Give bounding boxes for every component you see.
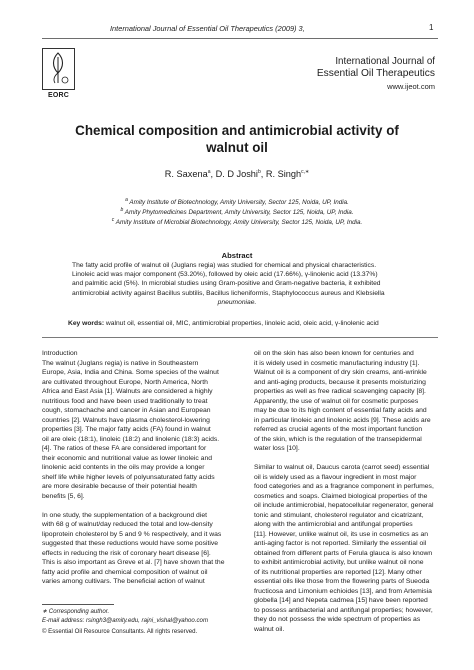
body-text-line: globella [14] and Nepeta cadmea [15] have been reported [254, 597, 428, 604]
body-text-line: In one study, the supplementation of a background diet [42, 511, 208, 519]
body-text-line: with 68 g of walnut/day reduced the total and low-density [42, 521, 213, 528]
body-text-line: anti-aging factor is not reported. Similarly the essential oil [254, 540, 427, 547]
body-text-line: are cultivated throughout Europe, North America, North [42, 378, 208, 386]
body-text-line: oil are oleic (18:1), linoleic (18:2) and linolenic (18:3) acids. [42, 435, 220, 443]
abstract-line: pneumoniae. [217, 298, 257, 306]
abstract-body [72, 261, 402, 307]
keywords-text: walnut oil, essential oil, MIC, antimicrobial properties, linoleic acid, oleic acid, γ-linolenic acid [105, 320, 379, 327]
body-text-line: along with the antimicrobial and antifungal properties [254, 521, 413, 528]
author-list [60, 169, 414, 179]
body-text-line: [4]. The ratios of these FA are considered important for [42, 445, 207, 452]
body-left-column [42, 349, 233, 587]
body-text-line: benefits [5, 6]. [42, 492, 85, 500]
body-text-line: obtained from different parts of Ferula glauca is also known [254, 549, 433, 557]
author-affiliation-marker: a [207, 169, 211, 175]
body-text-line: walnut oil. [254, 625, 285, 633]
section-heading: Introduction [42, 350, 78, 357]
author-affiliation-marker: c,∗ [301, 169, 310, 175]
affiliation-c [60, 217, 414, 226]
body-text-line: oil on the skin has also been known for centuries and [254, 350, 414, 357]
abstract-line: antimicrobial activity against Bacillus subtilis, Bacillus licheniformis, Staphylococcus aureus and Klebsiella [72, 289, 385, 297]
logo-text: EORC [47, 92, 70, 99]
body-text-line: lipoprotein cholesterol by 5 and 9 % respectively, and it was [42, 530, 222, 538]
body-text-line: cough, stomachache and cancer in Asian and European [42, 407, 211, 414]
affiliation-text: Amity Institute of Microbial Biotechnology, Amity University, Sector 125, Noida, UP, India. [115, 219, 363, 227]
eorc-logo [42, 48, 75, 90]
body-text-line: linolenic acid contents in the oils may provide a longer [42, 464, 205, 471]
body-text-line: referred as crucial agents of the most important function [254, 426, 423, 433]
body-text-line: varies among cultivars. The beneficial action of walnut [42, 578, 205, 585]
body-text-line: oil is widely used as a flavour ingredient in most major [254, 473, 417, 481]
body-text-line: tonic and stimulant, cholesterol regulator and cicatrizant, [254, 511, 424, 519]
body-text-line: Africa and East Asia [1]. Walnuts are considered a highly [42, 388, 213, 395]
affiliation-a [60, 197, 414, 206]
journal-url[interactable]: www.ijeot.com [387, 82, 435, 91]
journal-name-line1: International Journal of [335, 56, 435, 67]
author-name: D. D Joshi [215, 169, 258, 180]
body-text-line: countries [2]. Walnuts have plasma cholesterol-lowering [42, 416, 210, 424]
section-rule [42, 337, 438, 338]
body-text-line: it is widely used in cosmetic manufacturing industry [1]. [254, 359, 420, 367]
article-title-line2: walnut oil [206, 140, 268, 155]
body-text-line: Apparently, the use of walnut oil for cosmetic purposes [254, 397, 419, 405]
body-text-line: to possess antibacterial and antifungal properties; however, [254, 606, 433, 614]
body-text-line: in particular linoleic and linolenic acids [9]. These acids are [254, 416, 431, 424]
body-text-line: This is also important as Greve et al. [7] have shown that the [42, 559, 225, 566]
body-text-line: suggested that these reductions would have some positive [42, 540, 219, 547]
body-text-line: fructicosa and Limonium echioides [13], and from Artemisia [254, 587, 432, 595]
header-rule [42, 38, 438, 39]
body-text-line: properties as well as free radical scavenging capacity [8]. [254, 388, 426, 395]
author-name: R. Singh [265, 169, 302, 180]
body-text-line: The walnut (Juglans regia) is native in Southeastern [42, 359, 199, 367]
body-text-line: effects in reducing the risk of coronary heart disease [6]. [42, 549, 211, 557]
body-text-line: fatty acid profile and chemical composition of walnut oil [42, 568, 208, 576]
affiliation-text: Amity Phytomedicines Department, Amity University, Sector 125, Noida, UP, India. [124, 209, 354, 217]
affiliation-text: Amity Institute of Biotechnology, Amity University, Sector 125, Noida, UP, India. [129, 199, 349, 207]
body-text-line: shelf life while higher levels of polyunsaturated fatty acids [42, 473, 215, 481]
body-text-line: they do not possess the wide spectrum of properties as [254, 616, 421, 623]
author-name: R. Saxena [164, 169, 208, 180]
author-email[interactable]: E-mail address: rsingh3@amity.edu, rajni_vishal@yahoo.com [42, 617, 209, 624]
article-title [60, 122, 414, 156]
abstract-heading: Abstract [221, 251, 253, 260]
body-text-line: to exhibit antimicrobial activity, but unlike walnut oil none [254, 559, 424, 566]
keywords-label: Key words: [68, 320, 105, 327]
paragraph-gap [254, 454, 438, 464]
affiliation-marker: b [120, 207, 124, 213]
affiliation-marker: a [125, 197, 128, 203]
body-text-line: Europe, Asia, India and China. Some species of the walnut [42, 369, 219, 376]
body-text-line: may be due to its high content of essential fatty acids and [254, 407, 427, 414]
body-text-line: of its nutritional properties are reported [12]. Many other [254, 568, 422, 576]
copyright-notice: © Essential Oil Resource Consultants. All rights reserved. [42, 628, 198, 635]
body-text-line: properties [3]. The major fatty acids (FA) found in walnut [42, 426, 211, 433]
body-text-line: their economic and nutritional value as lower linoleic and [42, 454, 213, 462]
author-separator: , [260, 169, 266, 180]
body-text-line: are more desirable because of their potential health [42, 483, 197, 490]
running-head: International Journal of Essential Oil Therapeutics (2009) 3, [110, 24, 305, 33]
body-text-line: [11]. However, unlike walnut oil, its use in cosmetics as an [254, 530, 429, 538]
keywords [68, 320, 413, 327]
body-text-line: nutritious food and have been used traditionally to treat [42, 397, 208, 405]
body-text-line: of the skin, which is the regulation of the transepidermal [254, 435, 422, 443]
paragraph-gap [42, 501, 233, 511]
footnote-rule [42, 604, 114, 605]
page-number: 1 [429, 23, 434, 32]
affiliation-marker: c [111, 217, 115, 223]
abstract-line: and palmitic acid (5%). In microbial studies using Gram-positive and Gram-negative bacteria, it exhibited [72, 280, 381, 288]
abstract-line: Linoleic acid was major component (53.20%), followed by oleic acid (17.66%), γ-linolenic acid (13.37%) [72, 271, 378, 279]
eorc-logo-mark [43, 49, 74, 89]
body-text-line: cosmetics and soaps. Claimed biological properties of the [254, 492, 428, 500]
body-text-line: and anti-aging products, because it presents moisturizing [254, 378, 426, 386]
corresponding-author-note: ∗ Corresponding author. [42, 608, 110, 615]
affiliation-b [60, 207, 414, 216]
body-right-column [254, 349, 438, 634]
body-text-line: oil include antimicrobial, hepatocellular regenerator, general [254, 502, 434, 509]
author-separator: , [210, 169, 216, 180]
body-text-line: food categories and as a fragrance component in perfumes, [254, 483, 434, 490]
journal-name-line2: Essential Oil Therapeutics [316, 68, 435, 79]
body-text-line: Similar to walnut oil, Daucus carota (carrot seed) essential [254, 464, 430, 471]
article-title-line1: Chemical composition and antimicrobial activity of [75, 123, 399, 138]
author-affiliation-marker: b [257, 169, 261, 175]
body-text-line: water loss [10]. [254, 445, 300, 452]
body-text-line: Walnut oil is a component of dry skin creams, anti-wrinkle [254, 369, 427, 376]
body-text-line: essential oils like those from the flowering parts of Sueoda [254, 578, 430, 585]
abstract-line: The fatty acid profile of walnut oil (Juglans regia) was studied for chemical and physical characteristics. [72, 262, 377, 269]
